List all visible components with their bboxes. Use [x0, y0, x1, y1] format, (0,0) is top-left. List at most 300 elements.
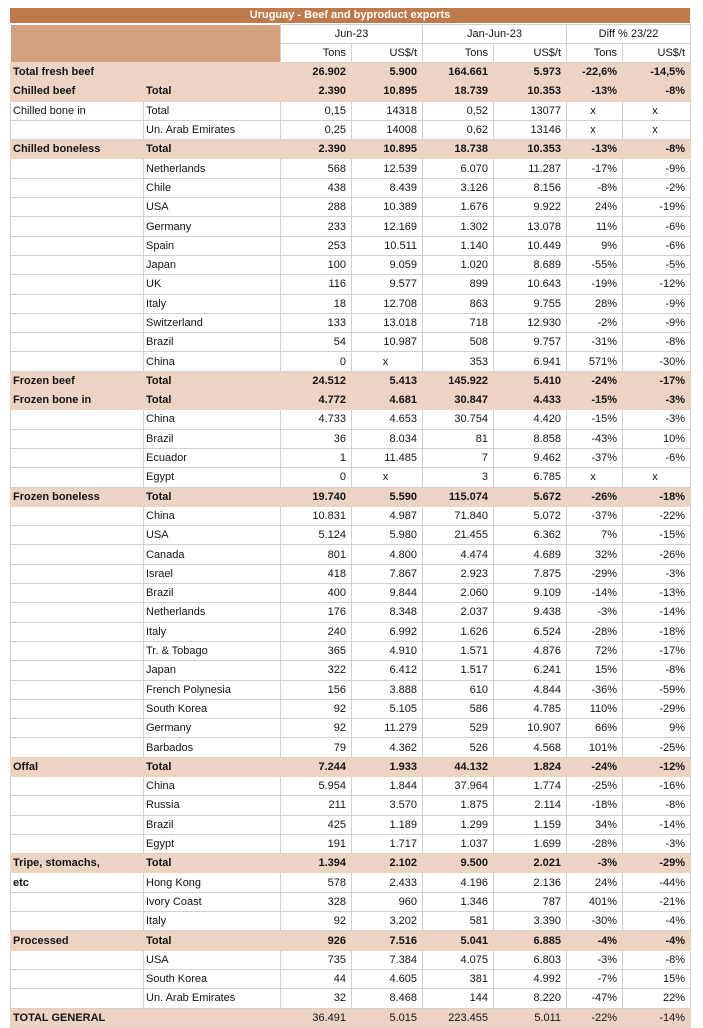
cell-value: -6%	[623, 236, 691, 255]
cell-value: 34%	[567, 815, 623, 834]
cell-category	[11, 564, 144, 583]
cell-value: -7%	[567, 969, 623, 988]
table-row	[11, 448, 691, 467]
cell-value: 8.858	[494, 429, 567, 448]
cell-value: -3%	[623, 834, 691, 853]
cell-value: -19%	[567, 275, 623, 294]
cell-value: 6.885	[494, 931, 567, 950]
table-row	[11, 526, 691, 545]
table-row	[11, 622, 691, 641]
cell-value: 2.021	[494, 854, 567, 873]
cell-value: -6%	[623, 217, 691, 236]
cell-destination: Total	[144, 487, 281, 506]
cell-value: -43%	[567, 429, 623, 448]
cell-value: 10.907	[494, 719, 567, 738]
table-row	[11, 815, 691, 834]
cell-value: 5.413	[352, 371, 423, 390]
cell-value: 8.439	[352, 178, 423, 197]
cell-value: 8.034	[352, 429, 423, 448]
cell-destination: Israel	[144, 564, 281, 583]
cell-destination: Spain	[144, 236, 281, 255]
cell-value: 1.717	[352, 834, 423, 853]
cell-value: 4.605	[352, 969, 423, 988]
cell-value: 12.930	[494, 313, 567, 332]
cell-destination: Chile	[144, 178, 281, 197]
cell-value: 92	[281, 912, 352, 931]
cell-category	[11, 680, 144, 699]
table-row	[11, 641, 691, 660]
cell-value: 4.362	[352, 738, 423, 757]
cell-value: 1.159	[494, 815, 567, 834]
cell-value: 8.348	[352, 603, 423, 622]
cell-value: 6.803	[494, 950, 567, 969]
cell-value: 6.941	[494, 352, 567, 371]
cell-value: 1.699	[494, 834, 567, 853]
cell-destination: Un. Arab Emirates	[144, 989, 281, 1008]
cell-value: 32%	[567, 545, 623, 564]
cell-value: 6.785	[494, 468, 567, 487]
cell-value: 1.933	[352, 757, 423, 776]
table-row	[11, 912, 691, 931]
cell-value: -22%	[623, 506, 691, 525]
cell-value: 2.390	[281, 82, 352, 101]
cell-value: 4.772	[281, 391, 352, 410]
cell-value: -29%	[567, 564, 623, 583]
cell-value: -9%	[623, 294, 691, 313]
table-header	[11, 25, 691, 63]
cell-value: -9%	[623, 159, 691, 178]
cell-value: 7	[423, 448, 494, 467]
cell-category	[11, 834, 144, 853]
cell-destination: USA	[144, 526, 281, 545]
cell-category	[11, 738, 144, 757]
cell-value: -8%	[623, 661, 691, 680]
cell-value: 9.755	[494, 294, 567, 313]
cell-category	[11, 468, 144, 487]
cell-value: 568	[281, 159, 352, 178]
cell-category	[11, 448, 144, 467]
cell-value: 2.390	[281, 140, 352, 159]
cell-value: -2%	[623, 178, 691, 197]
cell-destination: Japan	[144, 255, 281, 274]
cell-destination: Russia	[144, 796, 281, 815]
cell-value: -9%	[623, 313, 691, 332]
cell-value: 2.433	[352, 873, 423, 892]
cell-value: 13.018	[352, 313, 423, 332]
cell-value: 3.570	[352, 796, 423, 815]
cell-value: 10.511	[352, 236, 423, 255]
cell-value: 9.462	[494, 448, 567, 467]
table-row	[11, 834, 691, 853]
table-row	[11, 989, 691, 1008]
cell-destination: French Polynesia	[144, 680, 281, 699]
table-row	[11, 352, 691, 371]
cell-value: 7%	[567, 526, 623, 545]
table-row	[11, 603, 691, 622]
cell-category	[11, 178, 144, 197]
cell-destination: Italy	[144, 294, 281, 313]
cell-value: 1.394	[281, 854, 352, 873]
cell-value: 24%	[567, 873, 623, 892]
cell-value: 26.902	[281, 63, 352, 82]
cell-value: 5.041	[423, 931, 494, 950]
cell-value: 10%	[623, 429, 691, 448]
cell-category	[11, 275, 144, 294]
cell-category	[11, 661, 144, 680]
cell-value: 529	[423, 719, 494, 738]
cell-category	[11, 776, 144, 795]
cell-category	[11, 217, 144, 236]
cell-value: 100	[281, 255, 352, 274]
col-header-diff-tons: Tons	[567, 44, 623, 63]
cell-destination: Germany	[144, 719, 281, 738]
cell-destination: Barbados	[144, 738, 281, 757]
table-row	[11, 796, 691, 815]
cell-value: 115.074	[423, 487, 494, 506]
cell-value: x	[567, 468, 623, 487]
cell-category	[11, 969, 144, 988]
cell-value: 1.037	[423, 834, 494, 853]
table-row	[11, 854, 691, 873]
cell-category	[11, 429, 144, 448]
cell-value: 10.895	[352, 140, 423, 159]
table-row	[11, 101, 691, 120]
cell-value: 2.136	[494, 873, 567, 892]
cell-value: -21%	[623, 892, 691, 911]
cell-value: 22%	[623, 989, 691, 1008]
cell-value: 191	[281, 834, 352, 853]
cell-category: etc	[11, 873, 144, 892]
cell-value: 365	[281, 641, 352, 660]
cell-value: 401%	[567, 892, 623, 911]
cell-value: -29%	[623, 854, 691, 873]
cell-value: 1.844	[352, 776, 423, 795]
cell-value: -36%	[567, 680, 623, 699]
cell-value: 9.844	[352, 584, 423, 603]
table-body	[11, 63, 691, 1028]
cell-destination: Netherlands	[144, 159, 281, 178]
cell-destination: China	[144, 776, 281, 795]
cell-value: -14%	[567, 584, 623, 603]
cell-value: 1	[281, 448, 352, 467]
cell-value: 9.577	[352, 275, 423, 294]
cell-value: 9.757	[494, 333, 567, 352]
cell-category	[11, 120, 144, 139]
cell-category	[11, 313, 144, 332]
table-row	[11, 487, 691, 506]
cell-destination	[144, 63, 281, 82]
cell-destination: Total	[144, 140, 281, 159]
cell-value: -2%	[567, 313, 623, 332]
cell-value: 18.738	[423, 140, 494, 159]
cell-value: 6.362	[494, 526, 567, 545]
cell-value: 9%	[623, 719, 691, 738]
cell-value: -14,5%	[623, 63, 691, 82]
cell-category	[11, 719, 144, 738]
cell-value: -19%	[623, 198, 691, 217]
cell-value: -12%	[623, 757, 691, 776]
table-row	[11, 63, 691, 82]
cell-value: -44%	[623, 873, 691, 892]
cell-destination: Switzerland	[144, 313, 281, 332]
cell-value: 156	[281, 680, 352, 699]
cell-category: Total fresh beef	[11, 63, 144, 82]
cell-value: 0,52	[423, 101, 494, 120]
cell-category	[11, 950, 144, 969]
cell-value: 9.109	[494, 584, 567, 603]
cell-destination: Egypt	[144, 468, 281, 487]
cell-value: 381	[423, 969, 494, 988]
cell-value: 30.754	[423, 410, 494, 429]
cell-value: x	[623, 468, 691, 487]
cell-value: 2.060	[423, 584, 494, 603]
cell-value: 12.539	[352, 159, 423, 178]
cell-value: 164.661	[423, 63, 494, 82]
cell-value: 0	[281, 468, 352, 487]
cell-value: -8%	[623, 140, 691, 159]
cell-value: 2.037	[423, 603, 494, 622]
table-row	[11, 333, 691, 352]
cell-value: -8%	[623, 82, 691, 101]
cell-value: -17%	[567, 159, 623, 178]
table-row	[11, 429, 691, 448]
cell-value: 5.105	[352, 699, 423, 718]
cell-category	[11, 912, 144, 931]
table-row	[11, 757, 691, 776]
cell-value: 10.353	[494, 82, 567, 101]
cell-value: 4.992	[494, 969, 567, 988]
cell-value: 863	[423, 294, 494, 313]
cell-value: 438	[281, 178, 352, 197]
cell-value: 4.474	[423, 545, 494, 564]
table-title: Uruguay - Beef and byproduct exports	[10, 8, 690, 23]
cell-value: 328	[281, 892, 352, 911]
table-row	[11, 120, 691, 139]
cell-value: 24.512	[281, 371, 352, 390]
cell-value: -37%	[567, 506, 623, 525]
header-group-row	[11, 25, 691, 44]
table-row	[11, 506, 691, 525]
cell-destination: Canada	[144, 545, 281, 564]
cell-value: -17%	[623, 641, 691, 660]
cell-value: 253	[281, 236, 352, 255]
cell-value: 116	[281, 275, 352, 294]
cell-category	[11, 352, 144, 371]
cell-value: 5.072	[494, 506, 567, 525]
cell-destination: Germany	[144, 217, 281, 236]
cell-destination: Italy	[144, 912, 281, 931]
cell-value: -6%	[623, 448, 691, 467]
cell-value: -15%	[567, 391, 623, 410]
cell-destination: USA	[144, 950, 281, 969]
table-row	[11, 873, 691, 892]
table-row	[11, 82, 691, 101]
cell-category	[11, 699, 144, 718]
cell-category: Frozen bone in	[11, 391, 144, 410]
cell-value: 13077	[494, 101, 567, 120]
cell-value: 8.220	[494, 989, 567, 1008]
cell-value: 11.287	[494, 159, 567, 178]
cell-value: -31%	[567, 333, 623, 352]
cell-value: x	[623, 101, 691, 120]
cell-destination: Hong Kong	[144, 873, 281, 892]
cell-value: -4%	[623, 912, 691, 931]
cell-value: 9%	[567, 236, 623, 255]
table-row	[11, 275, 691, 294]
cell-value: -22,6%	[567, 63, 623, 82]
table-row	[11, 1008, 691, 1027]
cell-value: 240	[281, 622, 352, 641]
cell-destination: USA	[144, 198, 281, 217]
cell-value: 926	[281, 931, 352, 950]
cell-value: 5.015	[352, 1008, 423, 1027]
cell-category	[11, 294, 144, 313]
cell-value: 6.241	[494, 661, 567, 680]
cell-category: Chilled beef	[11, 82, 144, 101]
cell-value: x	[352, 352, 423, 371]
cell-destination: Ecuador	[144, 448, 281, 467]
cell-destination: China	[144, 410, 281, 429]
table-row	[11, 468, 691, 487]
table-row	[11, 545, 691, 564]
cell-value: 3.888	[352, 680, 423, 699]
cell-value: 1.299	[423, 815, 494, 834]
table-row	[11, 236, 691, 255]
cell-destination: Un. Arab Emirates	[144, 120, 281, 139]
cell-category	[11, 989, 144, 1008]
cell-value: -29%	[623, 699, 691, 718]
cell-value: 144	[423, 989, 494, 1008]
cell-value: x	[567, 120, 623, 139]
cell-value: 11.279	[352, 719, 423, 738]
cell-value: 19.740	[281, 487, 352, 506]
cell-value: -14%	[623, 1008, 691, 1027]
cell-value: 718	[423, 313, 494, 332]
table-row	[11, 371, 691, 390]
cell-value: 176	[281, 603, 352, 622]
table-row	[11, 140, 691, 159]
cell-value: 15%	[623, 969, 691, 988]
cell-value: 6.524	[494, 622, 567, 641]
cell-value: -8%	[567, 178, 623, 197]
table-row	[11, 313, 691, 332]
cell-value: 0,15	[281, 101, 352, 120]
cell-value: 44	[281, 969, 352, 988]
cell-value: 1.517	[423, 661, 494, 680]
cell-destination: South Korea	[144, 699, 281, 718]
cell-value: -14%	[623, 815, 691, 834]
cell-value: -59%	[623, 680, 691, 699]
cell-value: -3%	[567, 854, 623, 873]
cell-value: -8%	[623, 796, 691, 815]
cell-destination: Japan	[144, 661, 281, 680]
cell-value: 9.438	[494, 603, 567, 622]
cell-value: 4.844	[494, 680, 567, 699]
cell-destination: Brazil	[144, 815, 281, 834]
cell-category	[11, 236, 144, 255]
cell-value: -13%	[623, 584, 691, 603]
cell-value: 8.156	[494, 178, 567, 197]
cell-destination	[144, 1008, 281, 1027]
col-group-diff: Diff % 23/22	[567, 25, 691, 44]
cell-value: 3	[423, 468, 494, 487]
cell-value: 15%	[567, 661, 623, 680]
cell-value: 0	[281, 352, 352, 371]
cell-value: 14318	[352, 101, 423, 120]
cell-value: -24%	[567, 371, 623, 390]
cell-value: 12.169	[352, 217, 423, 236]
cell-value: 571%	[567, 352, 623, 371]
cell-destination: Total	[144, 101, 281, 120]
cell-value: 7.867	[352, 564, 423, 583]
cell-destination: Brazil	[144, 584, 281, 603]
cell-value: 10.643	[494, 275, 567, 294]
cell-value: 7.516	[352, 931, 423, 950]
table-row	[11, 391, 691, 410]
cell-value: 12.708	[352, 294, 423, 313]
cell-value: -26%	[567, 487, 623, 506]
cell-value: 1.346	[423, 892, 494, 911]
cell-category	[11, 545, 144, 564]
cell-category	[11, 815, 144, 834]
cell-value: 960	[352, 892, 423, 911]
cell-value: 4.681	[352, 391, 423, 410]
col-header-janjun-usdt: US$/t	[494, 44, 567, 63]
cell-value: 4.987	[352, 506, 423, 525]
cell-value: 5.954	[281, 776, 352, 795]
cell-value: 4.733	[281, 410, 352, 429]
cell-value: 24%	[567, 198, 623, 217]
cell-value: 425	[281, 815, 352, 834]
table-row	[11, 564, 691, 583]
cell-destination: Total	[144, 757, 281, 776]
cell-value: 9.922	[494, 198, 567, 217]
cell-destination: China	[144, 352, 281, 371]
cell-value: -18%	[623, 487, 691, 506]
exports-table	[10, 24, 691, 1028]
cell-category	[11, 641, 144, 660]
cell-destination: Total	[144, 854, 281, 873]
table-row	[11, 699, 691, 718]
cell-value: 353	[423, 352, 494, 371]
table-row	[11, 776, 691, 795]
cell-value: 21.455	[423, 526, 494, 545]
cell-category	[11, 198, 144, 217]
cell-category	[11, 159, 144, 178]
cell-value: 223.455	[423, 1008, 494, 1027]
table-row	[11, 255, 691, 274]
cell-value: 5.900	[352, 63, 423, 82]
cell-destination: Brazil	[144, 333, 281, 352]
cell-value: -18%	[567, 796, 623, 815]
cell-value: 801	[281, 545, 352, 564]
cell-value: -30%	[567, 912, 623, 931]
cell-value: 9.059	[352, 255, 423, 274]
cell-value: 1.020	[423, 255, 494, 274]
cell-value: -26%	[623, 545, 691, 564]
cell-value: 10.389	[352, 198, 423, 217]
cell-value: 7.244	[281, 757, 352, 776]
cell-value: -3%	[623, 391, 691, 410]
cell-value: 1.676	[423, 198, 494, 217]
cell-value: 5.011	[494, 1008, 567, 1027]
col-header-jun-tons: Tons	[281, 44, 352, 63]
cell-value: 32	[281, 989, 352, 1008]
cell-value: 5.672	[494, 487, 567, 506]
cell-value: 10.353	[494, 140, 567, 159]
cell-value: 1.140	[423, 236, 494, 255]
cell-destination: UK	[144, 275, 281, 294]
